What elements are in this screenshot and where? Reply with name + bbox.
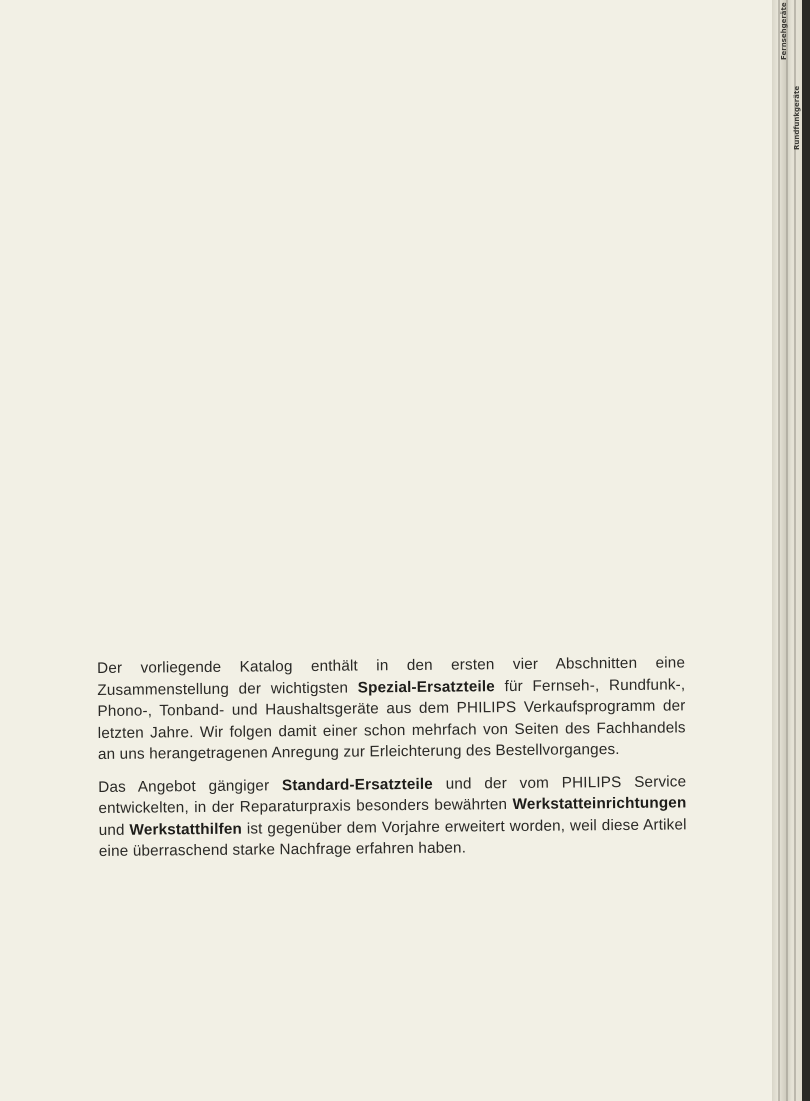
page-edge-line <box>778 0 780 1101</box>
intro-paragraph-1 <box>97 652 686 765</box>
paragraph-2-text-2: und der vom PHILIPS Service entwickelten, in der Reparaturpraxis besonders bewährten <box>98 772 687 817</box>
intro-paragraph-2 <box>98 771 687 863</box>
paragraph-2-text-4: ist gegenüber dem Vorjahre erweitert worden, weil diese Artikel eine überraschend starke Nachfrage erfahren haben. <box>98 815 687 860</box>
index-tab-label: Rundfunkgeräte <box>793 85 801 150</box>
page-edge-line <box>786 0 788 1101</box>
page-edge-line <box>794 0 796 1101</box>
paragraph-2-bold-3: Werkstatthilfen <box>129 820 243 839</box>
paragraph-1-text-1: Der vorliegende Katalog enthält in den ersten vier Abschnitten eine Zusammenstellung der wichtigsten <box>97 654 686 699</box>
intro-text <box>97 652 687 873</box>
index-tab-stack <box>772 0 810 1101</box>
index-tab-label: Fernsehgeräte <box>780 2 788 60</box>
paragraph-1-bold-1: Spezial-Ersatzteile <box>357 677 495 696</box>
paragraph-2-text-3: und <box>98 821 130 839</box>
paragraph-2-bold-1: Standard-Ersatzteile <box>281 775 434 794</box>
paragraph-2-text-1: Das Angebot gängiger <box>98 776 283 796</box>
paragraph-1-text-2: für Fernseh-, Rundfunk-, Phono-, Tonband- und Haushaltsgeräte aus dem PHILIPS Verkaufsprogramm der letzten Jahre. Wir folgen damit einer schon mehrfach von Seiten des Fachhandels an uns herangetragenen Anregung zur Erleichterung des Bestellvorganges. <box>97 675 686 763</box>
paragraph-2-bold-2: Werkstatteinrichtungen <box>512 794 687 814</box>
cover-edge <box>802 0 810 1101</box>
